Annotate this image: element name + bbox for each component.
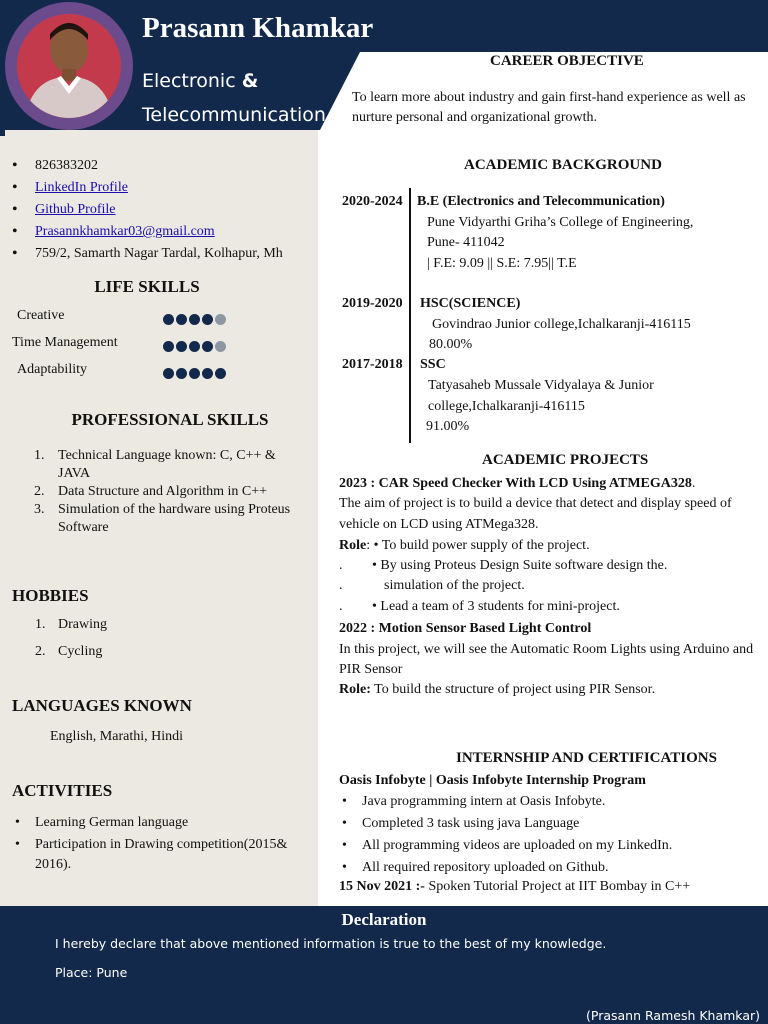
skill-name: Adaptability xyxy=(17,362,87,377)
project-description: In this project, we will see the Automatic Room Lights using Arduino and xyxy=(339,642,754,657)
list-item: • Java programming intern at Oasis Infobyte. xyxy=(339,792,759,812)
list-number: 1. xyxy=(34,448,45,463)
rating-dot-filled xyxy=(202,341,213,352)
project-role xyxy=(339,556,668,576)
subtitle-ampersand: & xyxy=(241,70,259,92)
skill-rating xyxy=(163,368,226,379)
role-label: Role xyxy=(339,538,367,553)
project-title: 2022 : Motion Sensor Based Light Control xyxy=(339,621,592,636)
linkedin-item xyxy=(12,178,283,200)
list-item: • Completed 3 task using java Language xyxy=(339,814,759,834)
role-label: Role: xyxy=(339,682,371,697)
declaration-footer xyxy=(0,906,768,1024)
signature: (Prasann Ramesh Khamkar) xyxy=(586,1008,760,1023)
academic-projects-title: ACADEMIC PROJECTS xyxy=(482,452,649,468)
subtitle-text: Electronic xyxy=(142,70,242,92)
skill-name: Time Management xyxy=(12,335,118,350)
contact-list xyxy=(12,156,283,266)
rating-dot-filled xyxy=(176,341,187,352)
project-role xyxy=(339,536,590,556)
academic-years: 2019-2020 xyxy=(342,296,403,311)
skill-row xyxy=(0,308,318,330)
list-item xyxy=(12,835,312,875)
role-text: simulation of the project. xyxy=(384,578,525,593)
career-objective-title: CAREER OBJECTIVE xyxy=(490,53,644,69)
rating-dot-filled xyxy=(202,368,213,379)
rating-dot-filled xyxy=(176,314,187,325)
email-item xyxy=(12,222,283,244)
hobby-item xyxy=(35,615,107,635)
role-dot: . xyxy=(339,558,343,573)
project-description: vehicle on LCD using ATMega328. xyxy=(339,517,539,532)
academic-detail: Govindrao Junior college,Ichalkaranji-416115 xyxy=(432,317,691,332)
hobby-text: Drawing xyxy=(58,617,107,632)
academic-detail: Pune Vidyarthi Griha’s College of Engineering, xyxy=(427,215,694,230)
rating-dot-filled xyxy=(163,314,174,325)
academic-detail: college,Ichalkaranji-416115 xyxy=(428,399,585,414)
list-item xyxy=(12,501,308,537)
github-link[interactable]: Github Profile xyxy=(35,202,116,217)
project-role xyxy=(339,597,620,617)
academic-detail: 91.00% xyxy=(426,419,470,434)
academic-degree: SSC xyxy=(420,357,446,372)
list-text: JAVA xyxy=(58,466,91,481)
role-dot: . xyxy=(339,578,343,593)
professional-skills-title: PROFESSIONAL SKILLS xyxy=(71,410,269,429)
linkedin-link[interactable]: LinkedIn Profile xyxy=(35,180,128,195)
list-item: • All programming videos are uploaded on my LinkedIn. xyxy=(339,836,759,856)
academic-background-title: ACADEMIC BACKGROUND xyxy=(464,157,662,173)
languages-title: LANGUAGES KNOWN xyxy=(12,696,192,715)
list-text: Technical Language known: C, C++ & xyxy=(58,448,276,463)
role-text: : • To build power supply of the project. xyxy=(366,538,590,553)
email-link[interactable]: Prasannkhamkar03@gmail.com xyxy=(35,224,215,239)
rating-dot-filled xyxy=(176,368,187,379)
project-title-period: . xyxy=(691,476,696,491)
subtitle-line-2: Telecommunication xyxy=(142,104,326,126)
hobby-item xyxy=(35,642,103,662)
project-description: The aim of project is to build a device that detect and display speed of xyxy=(339,496,732,511)
role-text: • By using Proteus Design Suite software design the. xyxy=(372,558,668,573)
rating-dot-filled xyxy=(189,368,200,379)
rating-dot-filled xyxy=(202,314,213,325)
rating-dot-empty xyxy=(215,314,226,325)
list-text: Data Structure and Algorithm in C++ xyxy=(58,484,268,499)
rating-dot-filled xyxy=(163,368,174,379)
career-objective-line: To learn more about industry and gain first-hand experience as well as xyxy=(352,90,746,105)
internship-list xyxy=(339,792,759,878)
certification xyxy=(339,877,690,897)
cert-date: 15 Nov 2021 :- xyxy=(339,879,425,894)
languages-text: English, Marathi, Hindi xyxy=(50,729,183,744)
academic-detail: 80.00% xyxy=(429,337,473,352)
project-role xyxy=(339,576,525,596)
internship-org: Oasis Infobyte | Oasis Infobyte Internship Program xyxy=(339,773,646,788)
list-number: 2. xyxy=(35,644,46,659)
hobby-text: Cycling xyxy=(58,644,103,659)
skill-name: Creative xyxy=(17,308,65,323)
profile-photo xyxy=(5,2,133,130)
academic-degree: HSC(SCIENCE) xyxy=(420,296,521,311)
role-text: To build the structure of project using PIR Sensor. xyxy=(370,682,656,697)
rating-dot-empty xyxy=(215,341,226,352)
rating-dot-filled xyxy=(189,341,200,352)
career-objective-line: nurture personal and organizational growth. xyxy=(352,110,598,125)
activities-list xyxy=(12,813,312,875)
list-number: 2. xyxy=(34,484,45,499)
skill-rating xyxy=(163,341,226,352)
list-text: 2016). xyxy=(35,857,72,872)
list-text: Software xyxy=(58,520,109,535)
project-title-text: 2023 : CAR Speed Checker With LCD Using ATMEGA328 xyxy=(339,476,692,491)
skill-rating xyxy=(163,314,226,325)
academic-degree: B.E (Electronics and Telecommunication) xyxy=(417,194,665,209)
person-portrait-icon xyxy=(17,14,121,118)
skill-row xyxy=(0,335,318,357)
list-text: Simulation of the hardware using Proteus xyxy=(58,502,291,517)
academic-detail: Pune- 411042 xyxy=(427,235,505,250)
list-item: • All required repository uploaded on Github. xyxy=(339,858,759,878)
life-skills-title: LIFE SKILLS xyxy=(94,277,200,296)
skill-row xyxy=(0,362,318,384)
cert-text: Spoken Tutorial Project at IIT Bombay in C++ xyxy=(424,879,691,894)
list-item xyxy=(12,447,308,483)
role-dot: . xyxy=(339,599,343,614)
declaration-title: Declaration xyxy=(341,910,427,929)
professional-skills-list xyxy=(12,447,308,537)
academic-years: 2020-2024 xyxy=(342,194,403,209)
list-number: 1. xyxy=(35,617,46,632)
subtitle-line-1 xyxy=(142,70,258,92)
academic-years: 2017-2018 xyxy=(342,357,403,372)
list-item: • Learning German language xyxy=(12,813,312,833)
timeline-divider xyxy=(409,188,411,443)
internship-title: INTERNSHIP AND CERTIFICATIONS xyxy=(456,750,717,766)
rating-dot-filled xyxy=(215,368,226,379)
role-text: • Lead a team of 3 students for mini-project. xyxy=(372,599,620,614)
academic-detail: Tatyasaheb Mussale Vidyalaya & Junior xyxy=(428,378,654,393)
declaration-text: I hereby declare that above mentioned information is true to the best of my knowledge. xyxy=(55,936,607,951)
activities-title: ACTIVITIES xyxy=(12,781,113,800)
academic-detail: | F.E: 9.09 || S.E: 7.95|| T.E xyxy=(427,256,577,271)
rating-dot-filled xyxy=(163,341,174,352)
hobbies-title: HOBBIES xyxy=(12,586,89,605)
list-text: • Participation in Drawing competition(2015& xyxy=(35,837,288,852)
candidate-name: Prasann Khamkar xyxy=(142,12,374,44)
list-item xyxy=(12,483,308,501)
project-title xyxy=(339,474,695,494)
declaration-place: Place: Pune xyxy=(55,965,128,980)
rating-dot-filled xyxy=(189,314,200,325)
project-description: PIR Sensor xyxy=(339,662,403,677)
address: • 759/2, Samarth Nagar Tardal, Kolhapur, Mh xyxy=(12,244,283,266)
list-number: 3. xyxy=(34,502,45,517)
github-item xyxy=(12,200,283,222)
phone: • 826383202 xyxy=(12,156,283,178)
avatar xyxy=(17,14,121,118)
project-role xyxy=(339,680,655,700)
